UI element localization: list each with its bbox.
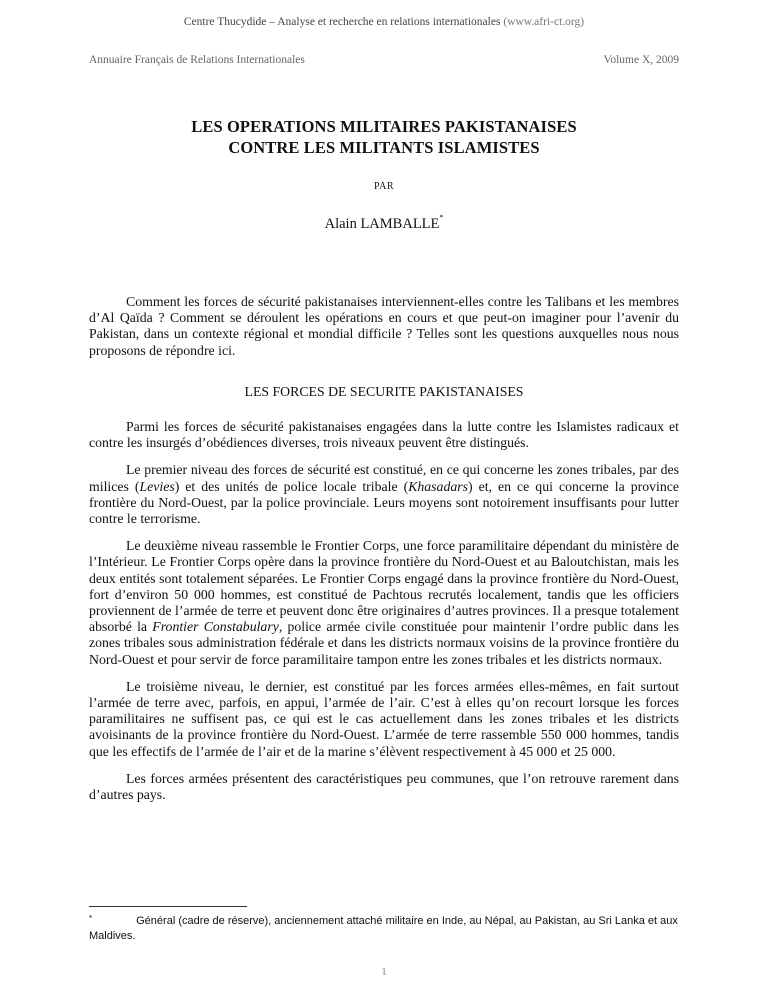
intro-paragraph-block (89, 294, 679, 359)
header-url: (www.afri-ct.org) (503, 16, 585, 28)
paragraph-2 (89, 462, 679, 527)
page-number: 1 (381, 966, 387, 978)
paragraph-2-text-a: Le premier niveau des forces de sécurité est constitué, en ce qui concerne les zones tribales, par des milices ( (89, 462, 679, 494)
journal-name: Annuaire Français de Relations Internationales (89, 54, 305, 66)
author-footnote-mark: * (439, 213, 444, 222)
intro-paragraph: Comment les forces de sécurité pakistanaises interviennent-elles contre les Talibans et les membres d’Al Qaïda ? Comment se déroulent les opérations en cours et que peut-on imaginer pour l’avenir du Pakistan, dans un contexte régional et mondial difficile ? Telles sont les questions auxquelles nous nous proposons de répondre ici. (89, 294, 679, 358)
journal-volume: Volume X, 2009 (603, 54, 679, 66)
paragraph-5: Les forces armées présentent des caractéristiques peu communes, que l’on retrouve rarement dans d’autres pays. (89, 770, 679, 803)
paragraph-3-text-b: , police armée civile constituée pour maintenir l’ordre public dans les zones tribales sous administration fédérale et dans les districts normaux voisins de la province frontière du Nord-Ouest et pour servir de force paramilitaire tampon entre les zones tribales et les districts normaux. (89, 619, 680, 667)
term-levies: Levies (139, 478, 175, 494)
author-line (0, 215, 768, 233)
footnote (89, 914, 681, 944)
term-frontier-constabulary: Frontier Constabulary (152, 619, 279, 635)
section-heading: LES FORCES DE SECURITE PAKISTANAISES (244, 384, 524, 399)
paragraph-2-text-b: ) et des unités de police locale tribale ( (174, 478, 409, 494)
paragraph-2-text-c: ) et, en ce qui concerne la province frontière du Nord-Ouest, par la police provinciale. Leurs moyens sont notoirement insuffisants pour lutter contre le terrorisme. (89, 478, 679, 527)
article-title (0, 116, 768, 158)
footnote-separator (89, 906, 247, 907)
title-line-2: CONTRE LES MILITANTS ISLAMISTES (228, 138, 540, 157)
author-name: Alain LAMBALLE (324, 215, 440, 232)
body-text (89, 419, 679, 803)
title-line-1: LES OPERATIONS MILITAIRES PAKISTANAISES (191, 117, 577, 136)
running-header (0, 16, 768, 28)
footnote-mark: * (89, 914, 93, 923)
paragraph-1: Parmi les forces de sécurité pakistanaises engagées dans la lutte contre les Islamistes radicaux et contre les insurgés d’obédiences diverses, trois niveaux peuvent être distingués. (89, 419, 679, 451)
byline-par: PAR (373, 181, 395, 192)
paragraph-4: Le troisième niveau, le dernier, est constitué par les forces armées elles-mêmes, en fait surtout l’armée de terre avec, parfois, en appui, l’armée de l’air. C’est à elles qu’on recourt lorsque les forces paramilitaires ne suffisent pas, ce qui est le cas actuellement dans les zones tribales et les districts avoisinants de la province frontière du Nord-Ouest. L’armée de terre rassemble 550 000 hommes, tandis que les effectifs de l’armée de l’air et de la marine s’élèvent respectivement à 45 000 et 25 000. (89, 678, 679, 759)
footnote-text: Général (cadre de réserve), anciennement attaché militaire en Inde, au Népal, au Pakistan, au Sri Lanka et aux Maldives. (89, 915, 678, 942)
paragraph-3-text-a: Le deuxième niveau rassemble le Frontier Corps, une force paramilitaire dépendant du ministère de l’Intérieur. Le Frontier Corps opère dans la province frontière du Nord-Ouest et au Baloutchistan, mais les deux entités sont totalement séparées. Le Frontier Corps engagé dans la province frontière du Nord-Ouest, fort d’environ 50 000 hommes, est constitué de Pachtous recrutés localement, tandis que les officiers proviennent de l’armée de terre et peuvent donc être originaires d’autres provinces. Il a presque totalement absorbé la (89, 538, 679, 635)
header-center-text: Centre Thucydide – Analyse et recherche en relations internationales (183, 16, 501, 28)
term-khasadars: Khasadars (408, 478, 468, 494)
paragraph-3 (89, 538, 679, 668)
